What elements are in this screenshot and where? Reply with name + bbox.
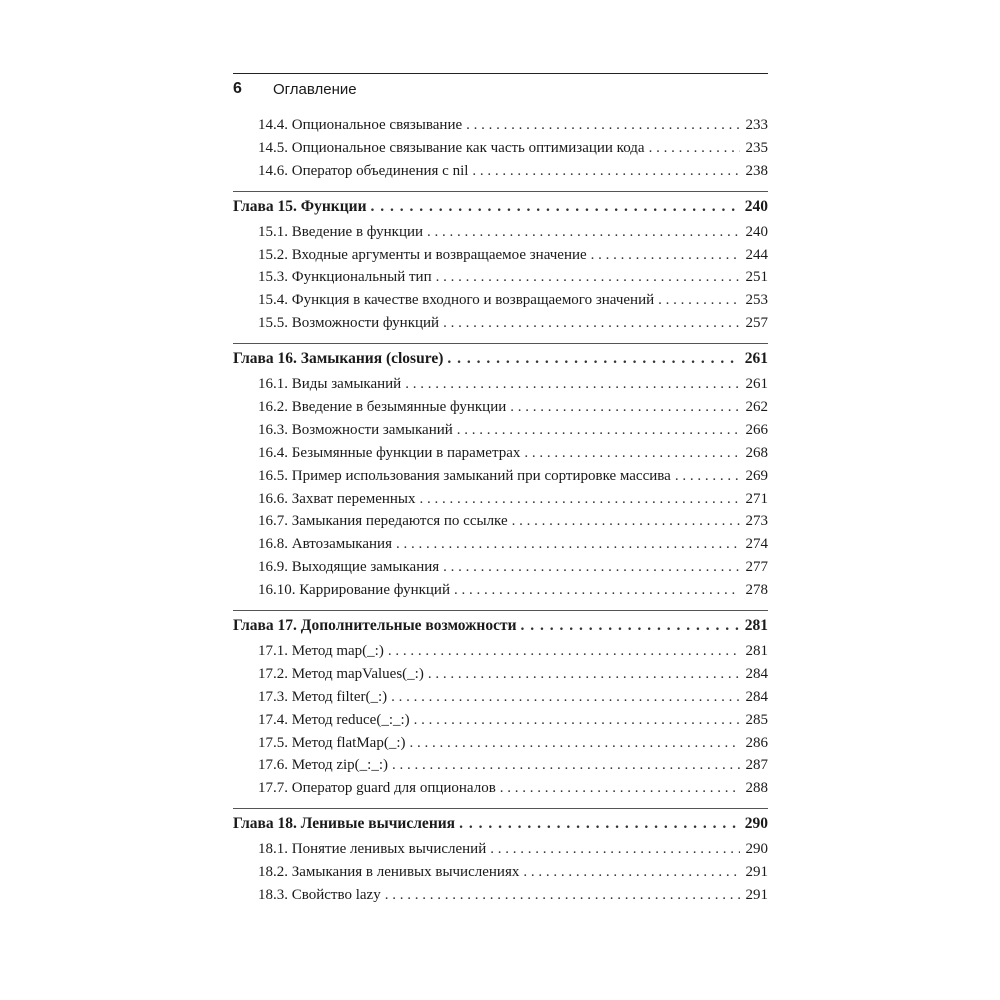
toc-entry-label: 14.6. Оператор объединения с nil [258, 162, 469, 179]
toc-entry-label: 16.4. Безымянные функции в параметрах [258, 444, 521, 461]
toc-entry-page-number: 269 [745, 467, 768, 484]
leader-dots [490, 841, 740, 858]
toc-entry-label: 15.2. Входные аргументы и возвращаемое значение [258, 246, 587, 263]
toc-entry-label: 17.2. Метод mapValues(_:) [258, 665, 424, 682]
leader-dots [459, 815, 740, 833]
toc-entry[interactable] [233, 536, 768, 559]
toc-entry[interactable] [233, 559, 768, 582]
leader-dots [457, 422, 740, 439]
toc-entry-label: 15.3. Функциональный тип [258, 269, 432, 286]
leader-dots [371, 198, 740, 216]
toc-entry[interactable] [233, 513, 768, 536]
leader-dots [472, 163, 740, 180]
leader-dots [391, 689, 740, 706]
toc-chapter-block [233, 808, 768, 910]
leader-dots [524, 445, 740, 462]
leader-dots [405, 376, 740, 393]
chapter-divider [233, 343, 768, 344]
leader-dots [523, 864, 740, 881]
toc-chapter-block [233, 191, 768, 338]
toc-entry-label: 17.7. Оператор guard для опционалов [258, 780, 496, 797]
toc-entry[interactable] [233, 269, 768, 292]
toc-entry[interactable] [233, 468, 768, 491]
toc-entry[interactable] [233, 117, 768, 140]
toc-entry-page-number: 257 [745, 315, 768, 332]
toc-entry[interactable] [233, 735, 768, 758]
toc-entry-label: 17.4. Метод reduce(_:_:) [258, 711, 410, 728]
toc-entry[interactable] [233, 422, 768, 445]
toc-entry-label: 18.2. Замыкания в ленивых вычислениях [258, 864, 520, 881]
toc-entry[interactable] [233, 163, 768, 186]
toc-entry[interactable] [233, 247, 768, 270]
leader-dots [521, 617, 740, 635]
toc-entry-label: 18.1. Понятие ленивых вычислений [258, 841, 487, 858]
toc-entry[interactable] [233, 224, 768, 247]
chapter-heading-page-number: 281 [744, 617, 768, 635]
toc-entry-page-number: 285 [745, 711, 768, 728]
toc-entry[interactable] [233, 315, 768, 338]
toc-entry[interactable] [233, 582, 768, 605]
chapter-divider [233, 610, 768, 611]
toc-entry-label: 18.3. Свойство lazy [258, 887, 381, 904]
toc-entry-page-number: 291 [745, 887, 768, 904]
running-title: Оглавление [273, 80, 357, 98]
table-of-contents [233, 117, 768, 910]
chapter-heading-page-number: 240 [744, 197, 768, 215]
toc-entry-page-number: 278 [745, 582, 768, 599]
toc-entry-label: 17.1. Метод map(_:) [258, 643, 384, 660]
toc-chapter-block [233, 610, 768, 803]
leader-dots [414, 712, 740, 729]
toc-entry-label: 14.5. Опциональное связывание как часть оптимизации кода [258, 139, 645, 156]
toc-entry-page-number: 268 [745, 444, 768, 461]
chapter-heading-label: Глава 15. Функции [233, 197, 367, 215]
toc-entry[interactable] [233, 712, 768, 735]
chapter-divider [233, 808, 768, 809]
chapter-heading[interactable] [233, 815, 768, 841]
toc-entry-label: 16.3. Возможности замыканий [258, 421, 453, 438]
toc-entry[interactable] [233, 491, 768, 514]
leader-dots [410, 735, 741, 752]
toc-entry[interactable] [233, 887, 768, 910]
toc-entry-page-number: 290 [745, 841, 768, 858]
toc-entry-label: 16.10. Каррирование функций [258, 582, 450, 599]
toc-entry-page-number: 273 [745, 513, 768, 530]
toc-entry-page-number: 235 [745, 139, 768, 156]
toc-entry-page-number: 244 [745, 246, 768, 263]
toc-entry-page-number: 261 [745, 376, 768, 393]
toc-entry-page-number: 281 [745, 643, 768, 660]
toc-entry-label: 17.6. Метод zip(_:_:) [258, 757, 389, 774]
toc-entry-label: 16.6. Захват переменных [258, 490, 416, 507]
leader-dots [436, 269, 740, 286]
toc-entry-page-number: 274 [745, 536, 768, 553]
toc-entry-label: 15.5. Возможности функций [258, 315, 440, 332]
toc-entry-page-number: 284 [745, 665, 768, 682]
leader-dots [466, 117, 740, 134]
toc-entry-label: 16.2. Введение в безымянные функции [258, 399, 507, 416]
toc-entry[interactable] [233, 140, 768, 163]
toc-entry[interactable] [233, 643, 768, 666]
leader-dots [500, 780, 740, 797]
toc-entry-page-number: 253 [745, 292, 768, 309]
toc-entry-page-number: 251 [745, 269, 768, 286]
page-number: 6 [233, 80, 242, 97]
toc-entry-label: 17.5. Метод flatMap(_:) [258, 734, 406, 751]
leader-dots [420, 491, 740, 508]
toc-entry-label: 16.9. Выходящие замыкания [258, 559, 440, 576]
toc-entry-page-number: 287 [745, 757, 768, 774]
leader-dots [427, 224, 740, 241]
toc-entry-page-number: 271 [745, 490, 768, 507]
leader-dots [675, 468, 740, 485]
chapter-heading-page-number: 261 [744, 350, 768, 368]
leader-dots [392, 757, 740, 774]
leader-dots [443, 559, 740, 576]
toc-entry-label: 16.1. Виды замыканий [258, 376, 402, 393]
toc-chapter-block [233, 343, 768, 605]
leader-dots [454, 582, 740, 599]
toc-entry[interactable] [233, 780, 768, 803]
chapter-heading[interactable] [233, 350, 768, 376]
toc-entry[interactable] [233, 445, 768, 468]
leader-dots [591, 247, 740, 264]
toc-entry-label: 16.8. Автозамыкания [258, 536, 392, 553]
chapter-heading[interactable] [233, 198, 768, 224]
toc-entry[interactable] [233, 376, 768, 399]
leader-dots [658, 292, 740, 309]
toc-entry-page-number: 266 [745, 421, 768, 438]
toc-entry-label: 15.4. Функция в качестве входного и возвращаемого значений [258, 292, 655, 309]
toc-entry-page-number: 286 [745, 734, 768, 751]
leader-dots [512, 513, 740, 530]
leader-dots [649, 140, 740, 157]
chapter-heading-label: Глава 18. Ленивые вычисления [233, 815, 456, 833]
toc-entry[interactable] [233, 757, 768, 780]
leader-dots [447, 350, 740, 368]
toc-entry[interactable] [233, 689, 768, 712]
toc-entry[interactable] [233, 841, 768, 864]
chapter-heading-label: Глава 16. Замыкания (closure) [233, 350, 444, 368]
leader-dots [396, 536, 740, 553]
chapter-heading-label: Глава 17. Дополнительные возможности [233, 617, 517, 635]
toc-entry[interactable] [233, 399, 768, 422]
chapter-divider [233, 191, 768, 192]
toc-entry-label: 15.1. Введение в функции [258, 223, 424, 240]
chapter-heading-page-number: 290 [744, 815, 768, 833]
toc-entry-label: 16.7. Замыкания передаются по ссылке [258, 513, 508, 530]
toc-entry-label: 17.3. Метод filter(_:) [258, 688, 388, 705]
running-header [233, 78, 357, 100]
header-rule [233, 73, 768, 74]
toc-entry-page-number: 238 [745, 162, 768, 179]
toc-entry-page-number: 284 [745, 688, 768, 705]
leader-dots [510, 399, 740, 416]
toc-entry-page-number: 288 [745, 780, 768, 797]
leader-dots [443, 315, 740, 332]
toc-entry-label: 16.5. Пример использования замыканий при сортировке массива [258, 467, 671, 484]
leader-dots [388, 643, 740, 660]
toc-entry-label: 14.4. Опциональное связывание [258, 117, 463, 133]
chapter-heading[interactable] [233, 617, 768, 643]
leader-dots [428, 666, 740, 683]
leader-dots [385, 887, 740, 904]
toc-entry[interactable] [233, 864, 768, 887]
toc-entry-page-number: 262 [745, 399, 768, 416]
toc-chapter-block [233, 117, 768, 186]
toc-entry-page-number: 233 [745, 117, 768, 133]
toc-entry-page-number: 291 [745, 864, 768, 881]
toc-entry-page-number: 240 [745, 223, 768, 240]
toc-entry-page-number: 277 [745, 559, 768, 576]
toc-entry[interactable] [233, 292, 768, 315]
toc-entry[interactable] [233, 666, 768, 689]
